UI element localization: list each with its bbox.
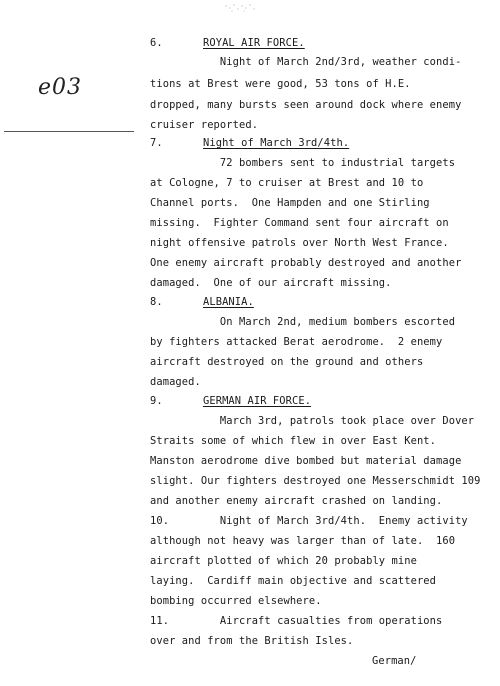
text-line: over and from the British Isles. — [150, 635, 354, 647]
text-line: at Cologne, 7 to cruiser at Brest and 10 to — [150, 177, 424, 189]
text-line: by fighters attacked Berat aerodrome. 2 enemy — [150, 336, 443, 348]
section-heading: ALBANIA. — [203, 296, 254, 308]
text-line: slight. Our fighters destroyed one Messerschmidt 109 — [150, 475, 481, 487]
section-number: 6. — [150, 37, 163, 49]
catchword: German/ — [372, 655, 417, 667]
text-line — [150, 37, 163, 50]
text-line: Channel ports. One Hampden and one Stirling — [150, 197, 430, 209]
text-line: tions at Brest were good, 53 tons of H.E. — [150, 78, 411, 90]
text-line: damaged. One of our aircraft missing. — [150, 277, 392, 289]
section-number: 7. — [150, 137, 163, 149]
text-line: Night of March 2nd/3rd, weather condi- — [150, 56, 462, 68]
text-line: and another enemy aircraft crashed on landing. — [150, 495, 443, 507]
text-line: although not heavy was larger than of late. 160 — [150, 535, 456, 547]
text-line: Manston aerodrome dive bombed but material damage — [150, 455, 462, 467]
text-line: cruiser reported. — [150, 119, 259, 131]
text-line: laying. Cardiff main objective and scattered — [150, 575, 437, 587]
text-line: damaged. — [150, 376, 201, 388]
text-line: Straits some of which flew in over East Kent. — [150, 435, 437, 447]
text-line: aircraft destroyed on the ground and others — [150, 356, 424, 368]
margin-rule-line — [4, 131, 134, 132]
text-line: One enemy aircraft probably destroyed and another — [150, 257, 462, 269]
text-line: aircraft plotted of which 20 probably mine — [150, 555, 417, 567]
text-line: 72 bombers sent to industrial targets — [150, 157, 456, 169]
section-number: 8. — [150, 296, 163, 308]
handwritten-margin-reference: e03 — [38, 75, 83, 100]
text-line: 11. Aircraft casualties from operations — [150, 615, 443, 627]
text-line: missing. Fighter Command sent four aircraft on — [150, 217, 449, 229]
section-heading: ROYAL AIR FORCE. — [203, 37, 305, 49]
text-line: dropped, many bursts seen around dock where enemy — [150, 99, 462, 111]
faint-stamp-mark — [222, 2, 258, 14]
text-line: night offensive patrols over North West France. — [150, 237, 449, 249]
section-heading: GERMAN AIR FORCE. — [203, 395, 312, 407]
text-line: March 3rd, patrols took place over Dover — [150, 415, 475, 427]
section-number: 9. — [150, 395, 163, 407]
text-line: 10. Night of March 3rd/4th. Enemy activity — [150, 515, 468, 527]
section-heading: Night of March 3rd/4th. — [203, 137, 350, 149]
text-line: On March 2nd, medium bombers escorted — [150, 316, 456, 328]
text-line: bombing occurred elsewhere. — [150, 595, 322, 607]
